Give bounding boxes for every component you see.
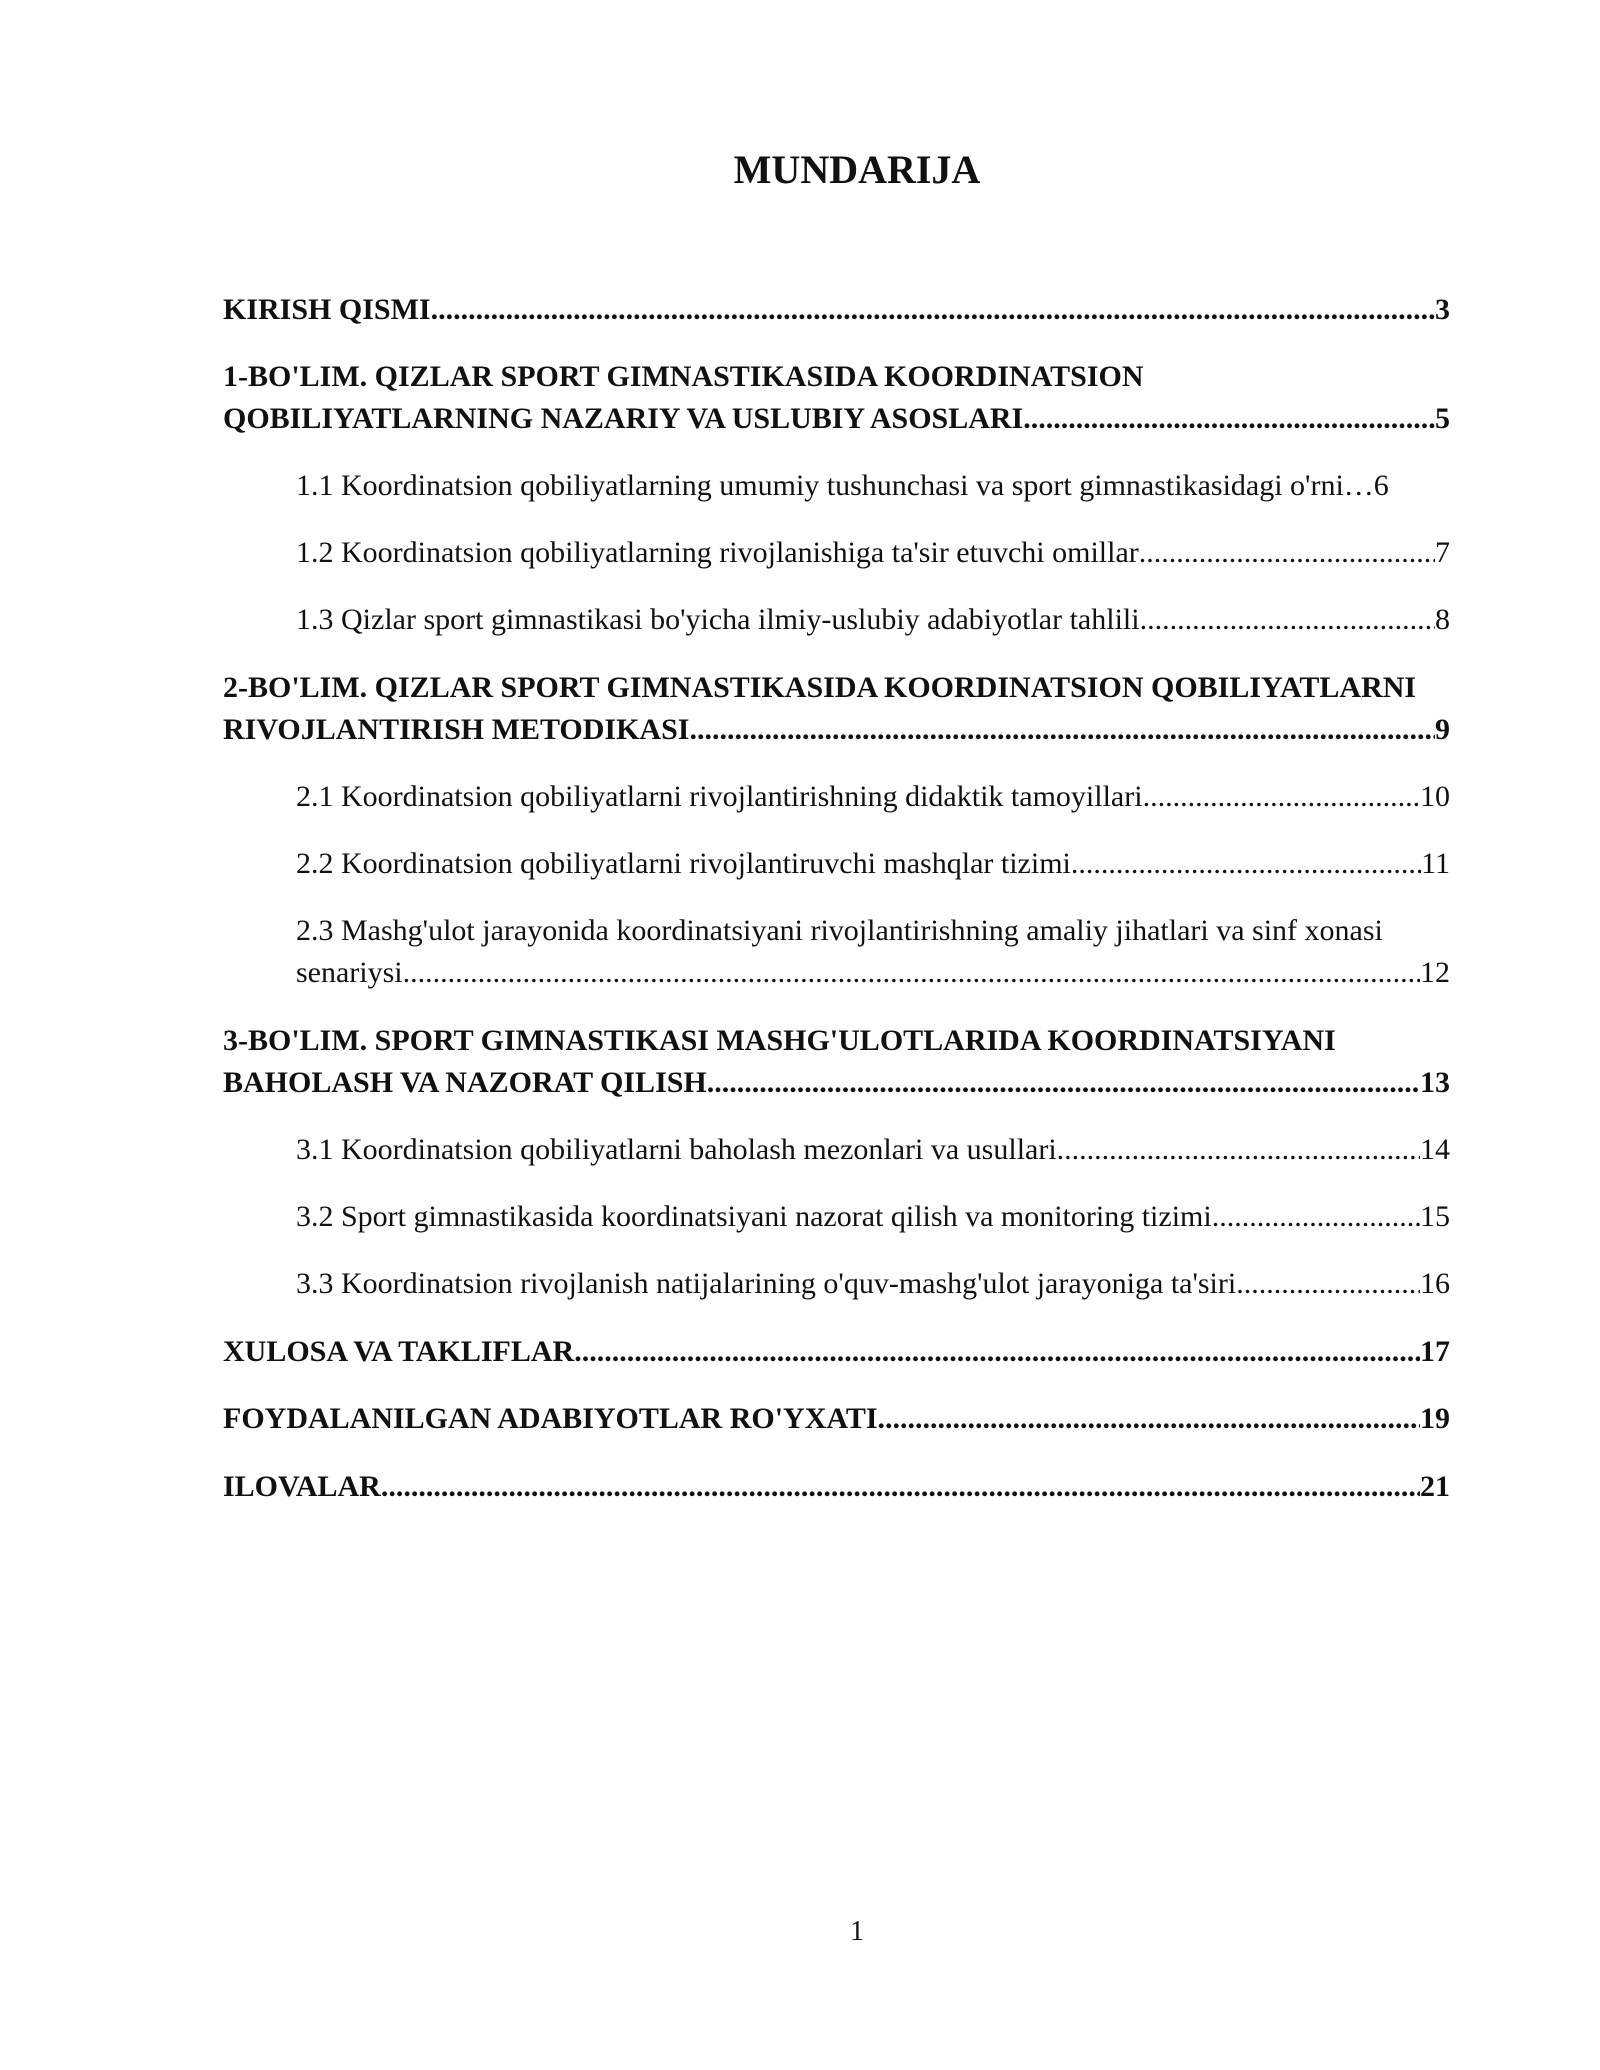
- toc-entry-xulosa[interactable]: [223, 1331, 1450, 1373]
- toc-entry-line: [296, 776, 1450, 818]
- toc-page-number: 21: [1420, 1470, 1450, 1503]
- toc-entry-line: [223, 709, 1450, 751]
- toc-entry-title: KIRISH QISMI: [223, 293, 431, 326]
- toc-leader: [1140, 599, 1435, 641]
- toc-entry-line: [223, 1062, 1450, 1104]
- toc-entry-s2-1[interactable]: [296, 776, 1450, 818]
- toc-page-number: 10: [1420, 780, 1450, 813]
- toc-entry-s1-3[interactable]: [296, 599, 1450, 641]
- toc-entry-title: 3.3 Koordinatsion rivojlanish natijalarining o'quv-mashg'ulot jarayoniga ta'siri: [296, 1267, 1237, 1300]
- toc-entry-line: [296, 1196, 1450, 1238]
- toc-leader: [689, 709, 1435, 751]
- toc-entry-title: QOBILIYATLARNING NAZARIY VA USLUBIY ASOSLARI: [223, 402, 1024, 435]
- toc-leader: [1023, 398, 1435, 440]
- toc-entry-line: [223, 398, 1450, 440]
- toc-entry-title: FOYDALANILGAN ADABIYOTLAR RO'YXATI: [223, 1402, 878, 1435]
- toc-page-number: 7: [1435, 536, 1450, 569]
- toc-leader: [1057, 1129, 1420, 1171]
- toc-page-number: 17: [1420, 1335, 1450, 1368]
- toc-entry-kirish[interactable]: [223, 289, 1450, 331]
- toc-page-number: 9: [1435, 713, 1450, 746]
- page-number: 1: [850, 1916, 864, 1947]
- toc-entry-ilovalar[interactable]: [223, 1466, 1450, 1508]
- toc-entry-title: senariysi: [296, 956, 403, 989]
- toc-entry-line: [296, 1129, 1450, 1171]
- toc-entry-s2-2[interactable]: [296, 843, 1450, 885]
- toc-leader: [1236, 1263, 1420, 1305]
- toc-leader: [403, 952, 1420, 994]
- toc-entry-line: [223, 1331, 1450, 1373]
- toc-leader: [1212, 1196, 1420, 1238]
- toc-entry-s1-2[interactable]: [296, 532, 1450, 574]
- toc-page-number: 5: [1435, 402, 1450, 435]
- toc-page-number: 14: [1420, 1133, 1450, 1166]
- toc-entry-line: [296, 465, 1450, 507]
- toc-page-number: 19: [1420, 1402, 1450, 1435]
- toc-entry-title: ILOVALAR: [223, 1470, 381, 1503]
- toc-entry-title: 3.1 Koordinatsion qobiliyatlarni baholash mezonlari va usullari: [296, 1133, 1057, 1166]
- toc-page-number: 13: [1420, 1066, 1450, 1099]
- toc-page-number: 8: [1435, 603, 1450, 636]
- toc-entry-bolim3[interactable]: [223, 1020, 1450, 1104]
- toc-page-number: 16: [1420, 1267, 1450, 1300]
- toc-page-number: 6: [1373, 469, 1389, 502]
- toc-leader: [574, 1331, 1420, 1373]
- toc-leader: [431, 289, 1435, 331]
- toc-entry-adabiyotlar[interactable]: [223, 1398, 1450, 1440]
- toc-page-number: 3: [1435, 293, 1450, 326]
- toc-entry-title: RIVOJLANTIRISH METODIKASI: [223, 713, 690, 746]
- toc-entry-title-line: 3-BO'LIM. SPORT GIMNASTIKASI MASHG'ULOTLARIDA KOORDINATSIYANI: [223, 1024, 1336, 1057]
- toc-entry-title-line: 1-BO'LIM. QIZLAR SPORT GIMNASTIKASIDA KOORDINATSION: [223, 360, 1144, 393]
- toc-entry-title-line: 2.3 Mashg'ulot jarayonida koordinatsiyani rivojlantirishning amaliy jihatlari va sinf xonasi: [296, 914, 1383, 947]
- toc-leader: [707, 1062, 1420, 1104]
- toc-leader: [1071, 843, 1421, 885]
- toc-leader: [1143, 776, 1420, 818]
- toc-page-number: 11: [1421, 847, 1450, 880]
- toc-entry-title: 3.2 Sport gimnastikasida koordinatsiyani nazorat qilish va monitoring tizimi: [296, 1200, 1212, 1233]
- toc-entry-title: 2.1 Koordinatsion qobiliyatlarni rivojlantirishning didaktik tamoyillari: [296, 780, 1143, 813]
- toc-entry-s3-2[interactable]: [296, 1196, 1450, 1238]
- toc-entry-line: [223, 1398, 1450, 1440]
- toc-entry-bolim2[interactable]: [223, 667, 1481, 751]
- toc-entry-line: [296, 599, 1450, 641]
- toc-entry-s3-1[interactable]: [296, 1129, 1450, 1171]
- toc-page-number: 12: [1420, 956, 1450, 989]
- toc-entry-line: [296, 843, 1450, 885]
- toc-entry-line: [296, 1263, 1450, 1305]
- toc-entry-title: 1.2 Koordinatsion qobiliyatlarning rivojlanishiga ta'sir etuvchi omillar: [296, 536, 1139, 569]
- toc-entry-title: BAHOLASH VA NAZORAT QILISH: [223, 1066, 707, 1099]
- toc-entry-title: 1.3 Qizlar sport gimnastikasi bo'yicha ilmiy-uslubiy adabiyotlar tahlili: [296, 603, 1140, 636]
- toc-entry-line: [223, 1466, 1450, 1508]
- toc-entry-line: [296, 532, 1450, 574]
- page-title: MUNDARIJA: [733, 147, 981, 192]
- toc-leader: [1139, 532, 1435, 574]
- toc-page-number: 15: [1420, 1200, 1450, 1233]
- toc-entry-line: [223, 289, 1450, 331]
- toc-leader: [381, 1466, 1420, 1508]
- toc-entry-title: XULOSA VA TAKLIFLAR: [223, 1335, 575, 1368]
- toc-entry-bolim1[interactable]: [223, 356, 1450, 440]
- toc-entry-s3-3[interactable]: [296, 1263, 1450, 1305]
- toc-entry-line: [296, 952, 1450, 994]
- toc-entry-title-line: 2-BO'LIM. QIZLAR SPORT GIMNASTIKASIDA KOORDINATSION QOBILIYATLARNI: [223, 671, 1417, 704]
- toc-entry-s1-1[interactable]: [296, 465, 1450, 507]
- toc-leader: [878, 1398, 1420, 1440]
- toc-entry-title: 2.2 Koordinatsion qobiliyatlarni rivojlantiruvchi mashqlar tizimi: [296, 847, 1071, 880]
- toc-entry-title: 1.1 Koordinatsion qobiliyatlarning umumiy tushunchasi va sport gimnastikasidagi o'rni…: [296, 469, 1374, 502]
- toc-entry-s2-3[interactable]: [296, 910, 1450, 994]
